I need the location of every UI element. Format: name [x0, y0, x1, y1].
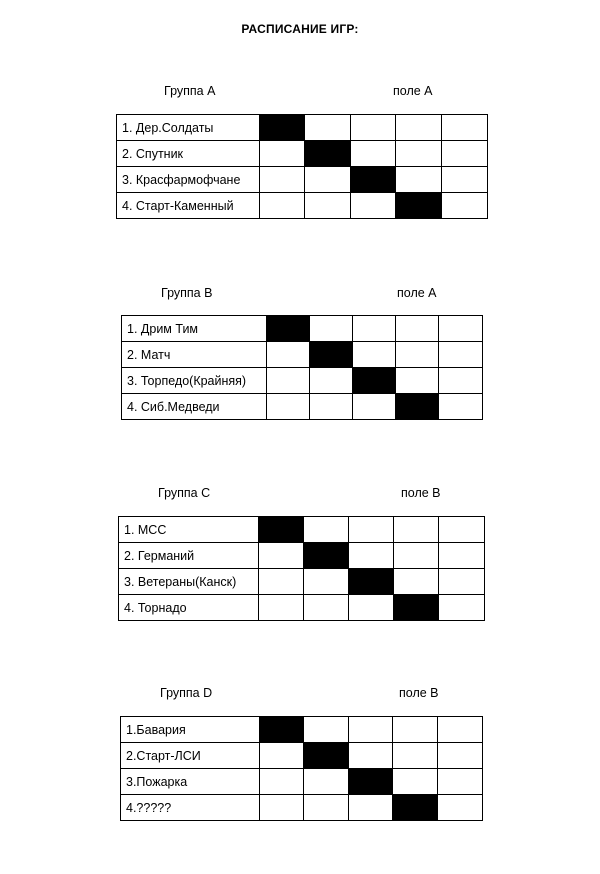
filled-cell — [349, 569, 394, 595]
score-cell[interactable] — [349, 743, 393, 769]
score-cell[interactable] — [305, 167, 351, 193]
score-cell[interactable] — [442, 167, 488, 193]
score-cell[interactable] — [442, 193, 488, 219]
score-cell[interactable] — [353, 342, 396, 368]
score-cell[interactable] — [310, 394, 353, 420]
team-name: 2. Спутник — [117, 141, 260, 167]
filled-cell — [267, 316, 310, 342]
group-b-label: Группа В — [161, 286, 213, 300]
team-name: 4. Сиб.Медведи — [122, 394, 267, 420]
team-name: 4.????? — [121, 795, 260, 821]
table-row — [119, 595, 485, 621]
team-name: 1. Дер.Солдаты — [117, 115, 260, 141]
table-row — [117, 115, 488, 141]
score-cell[interactable] — [396, 368, 439, 394]
team-name: 4. Торнадо — [119, 595, 259, 621]
score-cell[interactable] — [394, 517, 439, 543]
filled-cell — [260, 717, 304, 743]
team-name: 2. Германий — [119, 543, 259, 569]
score-cell[interactable] — [349, 517, 394, 543]
filled-cell — [304, 743, 349, 769]
group-b-field: поле А — [397, 286, 437, 300]
table-row — [121, 769, 483, 795]
score-cell[interactable] — [267, 342, 310, 368]
score-cell[interactable] — [439, 342, 483, 368]
team-name: 2.Старт-ЛСИ — [121, 743, 260, 769]
filled-cell — [393, 795, 438, 821]
score-cell[interactable] — [351, 141, 396, 167]
score-cell[interactable] — [351, 193, 396, 219]
team-name: 1.Бавария — [121, 717, 260, 743]
group-d-field: поле В — [399, 686, 439, 700]
score-cell[interactable] — [349, 717, 393, 743]
score-cell[interactable] — [394, 543, 439, 569]
score-cell[interactable] — [260, 193, 305, 219]
score-cell[interactable] — [304, 717, 349, 743]
score-cell[interactable] — [259, 569, 304, 595]
table-row — [119, 543, 485, 569]
table-row — [119, 569, 485, 595]
score-cell[interactable] — [349, 543, 394, 569]
score-cell[interactable] — [259, 543, 304, 569]
team-name: 1. МСС — [119, 517, 259, 543]
score-cell[interactable] — [396, 141, 442, 167]
score-cell[interactable] — [260, 167, 305, 193]
score-cell[interactable] — [353, 316, 396, 342]
score-cell[interactable] — [438, 717, 483, 743]
filled-cell — [396, 394, 439, 420]
group-d-label: Группа D — [160, 686, 213, 700]
score-cell[interactable] — [349, 595, 394, 621]
table-row — [117, 141, 488, 167]
group-b-table — [121, 315, 483, 420]
filled-cell — [305, 141, 351, 167]
group-d-table — [120, 716, 483, 821]
score-cell[interactable] — [310, 368, 353, 394]
score-cell[interactable] — [442, 115, 488, 141]
table-row — [121, 743, 483, 769]
team-name: 1. Дрим Тим — [122, 316, 267, 342]
score-cell[interactable] — [439, 569, 485, 595]
score-cell[interactable] — [396, 115, 442, 141]
score-cell[interactable] — [438, 743, 483, 769]
filled-cell — [349, 769, 393, 795]
team-name: 3. Торпедо(Крайняя) — [122, 368, 267, 394]
score-cell[interactable] — [260, 141, 305, 167]
group-c-field: поле В — [401, 486, 441, 500]
score-cell[interactable] — [349, 795, 393, 821]
table-row — [122, 342, 483, 368]
group-a-label: Группа А — [164, 84, 216, 98]
score-cell[interactable] — [260, 743, 304, 769]
group-c-table — [118, 516, 485, 621]
score-cell[interactable] — [267, 368, 310, 394]
score-cell[interactable] — [438, 769, 483, 795]
score-cell[interactable] — [260, 795, 304, 821]
table-row — [117, 167, 488, 193]
score-cell[interactable] — [439, 316, 483, 342]
score-cell[interactable] — [305, 115, 351, 141]
table-row — [122, 316, 483, 342]
group-a-table — [116, 114, 488, 219]
group-c-label: Группа С — [158, 486, 211, 500]
team-name: 3. Ветераны(Канск) — [119, 569, 259, 595]
score-cell[interactable] — [442, 141, 488, 167]
score-cell[interactable] — [305, 193, 351, 219]
score-cell[interactable] — [396, 167, 442, 193]
table-row — [122, 368, 483, 394]
score-cell[interactable] — [304, 569, 349, 595]
table-row — [121, 717, 483, 743]
score-cell[interactable] — [304, 595, 349, 621]
page-title: РАСПИСАНИЕ ИГР: — [241, 22, 359, 36]
score-cell[interactable] — [259, 595, 304, 621]
score-cell[interactable] — [439, 394, 483, 420]
score-cell[interactable] — [260, 769, 304, 795]
score-cell[interactable] — [394, 569, 439, 595]
score-cell[interactable] — [439, 368, 483, 394]
filled-cell — [259, 517, 304, 543]
filled-cell — [351, 167, 396, 193]
filled-cell — [310, 342, 353, 368]
team-name: 2. Матч — [122, 342, 267, 368]
score-cell[interactable] — [396, 342, 439, 368]
table-row — [121, 795, 483, 821]
score-cell[interactable] — [393, 717, 438, 743]
table-row — [119, 517, 485, 543]
score-cell[interactable] — [310, 316, 353, 342]
score-cell[interactable] — [304, 517, 349, 543]
score-cell[interactable] — [438, 795, 483, 821]
filled-cell — [304, 543, 349, 569]
table-row — [122, 394, 483, 420]
team-name: 3.Пожарка — [121, 769, 260, 795]
score-cell[interactable] — [393, 743, 438, 769]
score-cell[interactable] — [396, 316, 439, 342]
score-cell[interactable] — [304, 795, 349, 821]
score-cell[interactable] — [351, 115, 396, 141]
team-name: 3. Красфармофчане — [117, 167, 260, 193]
group-a-field: поле А — [393, 84, 433, 98]
filled-cell — [394, 595, 439, 621]
team-name: 4. Старт-Каменный — [117, 193, 260, 219]
score-cell[interactable] — [393, 769, 438, 795]
score-cell[interactable] — [439, 517, 485, 543]
table-row — [117, 193, 488, 219]
score-cell[interactable] — [439, 595, 485, 621]
filled-cell — [396, 193, 442, 219]
score-cell[interactable] — [304, 769, 349, 795]
filled-cell — [260, 115, 305, 141]
filled-cell — [353, 368, 396, 394]
score-cell[interactable] — [439, 543, 485, 569]
score-cell[interactable] — [267, 394, 310, 420]
score-cell[interactable] — [353, 394, 396, 420]
